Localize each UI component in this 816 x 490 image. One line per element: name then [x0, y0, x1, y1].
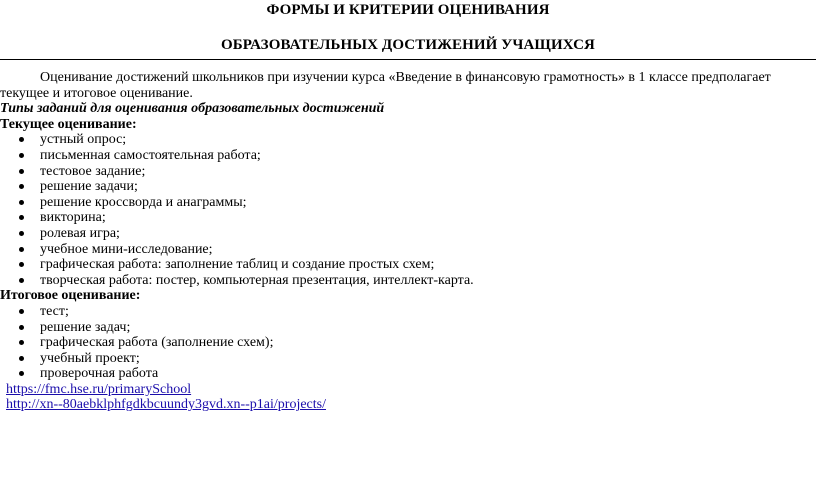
bullet-icon — [19, 371, 24, 376]
current-assessment-heading: Текущее оценивание: — [0, 116, 137, 132]
document-title-line-1: ФОРМЫ И КРИТЕРИИ ОЦЕНИВАНИЯ — [266, 2, 550, 18]
list-item — [0, 257, 814, 273]
document-title-line-2: ОБРАЗОВАТЕЛЬНЫХ ДОСТИЖЕНИЙ УЧАЩИХСЯ — [220, 37, 595, 53]
list-item — [0, 273, 814, 289]
list-item-text: решение кроссворда и анаграммы; — [40, 194, 247, 210]
list-item-text: устный опрос; — [40, 132, 127, 148]
bullet-icon — [19, 200, 24, 205]
list-item — [0, 366, 814, 382]
list-item-text: графическая работа (заполнение схем); — [40, 335, 274, 351]
list-item — [0, 242, 814, 258]
bullet-icon — [19, 215, 24, 220]
list-item-text: учебный проект; — [40, 350, 140, 366]
list-item-text: решение задач; — [40, 319, 131, 335]
document-body — [0, 70, 814, 413]
link-fmc-hse[interactable]: https://fmc.hse.ru/primarySchool — [6, 381, 192, 397]
current-assessment-list — [0, 132, 814, 288]
list-item — [0, 132, 814, 148]
bullet-icon — [19, 184, 24, 189]
bullet-icon — [19, 137, 24, 142]
list-item-text: викторина; — [40, 210, 106, 226]
bullet-icon — [19, 309, 24, 314]
final-assessment-list — [0, 304, 814, 382]
list-item — [0, 351, 814, 367]
bullet-icon — [19, 278, 24, 283]
title-divider — [0, 59, 816, 60]
links-block — [0, 382, 814, 413]
final-assessment-heading: Итоговое оценивание: — [0, 288, 141, 304]
list-item — [0, 179, 814, 195]
list-item — [0, 226, 814, 242]
bullet-icon — [19, 169, 24, 174]
bullet-icon — [19, 153, 24, 158]
list-item-text: творческая работа: постер, компьютерная презентация, интеллект-карта. — [40, 272, 474, 288]
list-item-text: тест; — [40, 303, 69, 319]
list-item-text: ролевая игра; — [40, 225, 120, 241]
link-projects[interactable]: http://xn--80aebklphfgdkbcuundy3gvd.xn--p1ai/projects/ — [6, 397, 326, 413]
list-item-text: графическая работа: заполнение таблиц и создание простых схем; — [40, 257, 435, 273]
list-item — [0, 164, 814, 180]
bullet-icon — [19, 356, 24, 361]
list-item — [0, 320, 814, 336]
list-item-text: проверочная работа — [40, 366, 159, 382]
bullet-icon — [19, 325, 24, 330]
task-types-heading: Типы заданий для оценивания образовательных достижений — [0, 101, 385, 117]
list-item — [0, 304, 814, 320]
list-item — [0, 148, 814, 164]
list-item-text: решение задачи; — [40, 179, 138, 195]
bullet-icon — [19, 262, 24, 267]
list-item — [0, 335, 814, 351]
bullet-icon — [19, 340, 24, 345]
list-item — [0, 210, 814, 226]
list-item-text: письменная самостоятельная работа; — [40, 147, 261, 163]
bullet-icon — [19, 247, 24, 252]
list-item — [0, 195, 814, 211]
list-item-text: учебное мини-исследование; — [40, 241, 213, 257]
intro-paragraph: Оценивание достижений школьников при изучении курса «Введение в финансовую грамотность» в 1 классе предполагает текущее и итоговое оценивание. — [0, 70, 771, 101]
list-item-text: тестовое задание; — [40, 163, 146, 179]
bullet-icon — [19, 231, 24, 236]
